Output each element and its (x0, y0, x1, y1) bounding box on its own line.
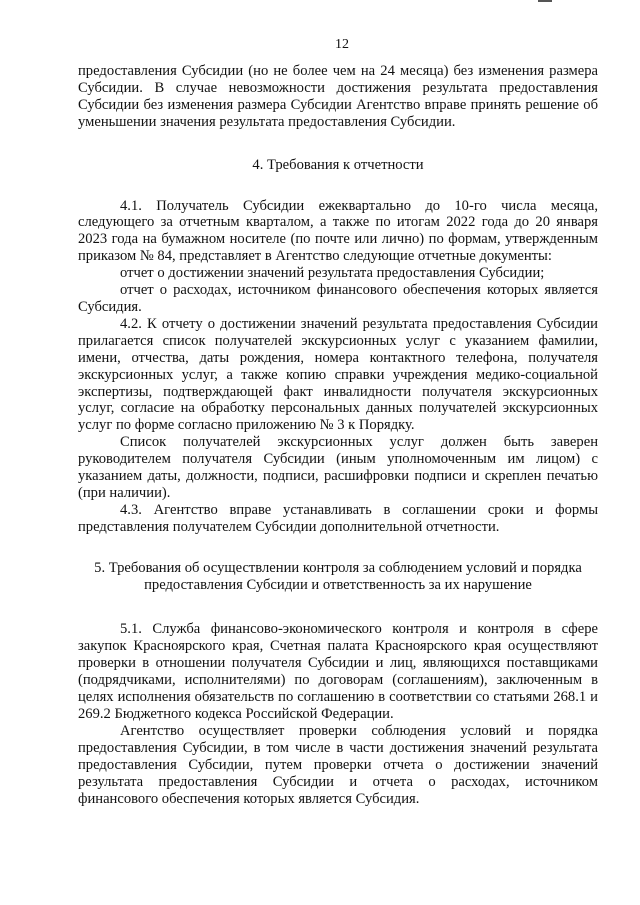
section-5-heading (78, 560, 598, 594)
paragraph-4-2: 4.2. К отчету о достижении значений результата предоставления Субсидии прилагается список получателей экскурсионных услуг с указанием фамилии, имени, отчества, даты рождения, номера контактного телефона, получателя экскурсионных услуг, а также копию справки учреждения медико-социальной экспертизы, подтверждающей факт инвалидности получателя экскурсионных услуг, согласие на обработку персональных данных получателей экскурсионных услуг по форме согласно приложению № 3 к Порядку. (78, 315, 598, 434)
paragraph-report-results: отчет о достижении значений результата предоставления Субсидии; (120, 265, 545, 282)
section-4-heading: 4. Требования к отчетности (252, 156, 424, 173)
paragraph-agency-checks: Агентство осуществляет проверки соблюдения условий и порядка предоставления Субсидии, в том числе в части достижения значений результата предоставления Субсидии, путем проверки отчета о достижении значений результата предоставления Субсидии и отчета о расходах, источником финансового обеспечения которых является Субсидия. (78, 722, 598, 807)
paragraph-5-1: 5.1. Служба финансово-экономического контроля и контроля в сфере закупок Красноярского края, Счетная палата Красноярского края осуществляют проверки в отношении получателя Субсидии и лиц, являющихся поставщиками (подрядчиками, исполнителями) по договорам (соглашениям), заключенным в целях исполнения обязательств по соглашению в соответствии со статьями 268.1 и 269.2 Бюджетного кодекса Российской Федерации. (78, 621, 598, 722)
page-number: 12 (335, 37, 349, 52)
paragraph-continuation: предоставления Субсидии (но не более чем на 24 месяца) без изменения размера Субсидии. В случае невозможности достижения результата предоставления Субсидии без изменения размера Субсидии Агентство вправе принять решение об уменьшении значения результата предоставления Субсидии. (78, 63, 598, 130)
paragraph-recipient-list: Список получателей экскурсионных услуг должен быть заверен руководителем получателя Субсидии (иным уполномоченным им лицом) с указанием даты, должности, подписи, расшифровки подписи и скреплен печатью (при наличии). (78, 434, 598, 501)
paragraph-report-expenses: отчет о расходах, источником финансового обеспечения которых является Субсидия. (78, 282, 598, 315)
paragraph-4-3: 4.3. Агентство вправе устанавливать в соглашении сроки и формы представления получателем Субсидии дополнительной отчетности. (78, 501, 598, 535)
scan-mark (538, 0, 552, 2)
paragraph-4-1: 4.1. Получатель Субсидии ежеквартально до 10-го числа месяца, следующего за отчетным кварталом, а также по итогам 2022 года до 20 января 2023 года на бумажном носителе (по почте или лично) по формам, утвержденным приказом № 84, представляет в Агентство следующие отчетные документы: (78, 197, 598, 265)
section-5-heading-line-2: предоставления Субсидии и ответственность за их нарушение (144, 576, 532, 593)
section-5-heading-line-1: 5. Требования об осуществлении контроля за соблюдением условий и порядка (94, 559, 582, 576)
